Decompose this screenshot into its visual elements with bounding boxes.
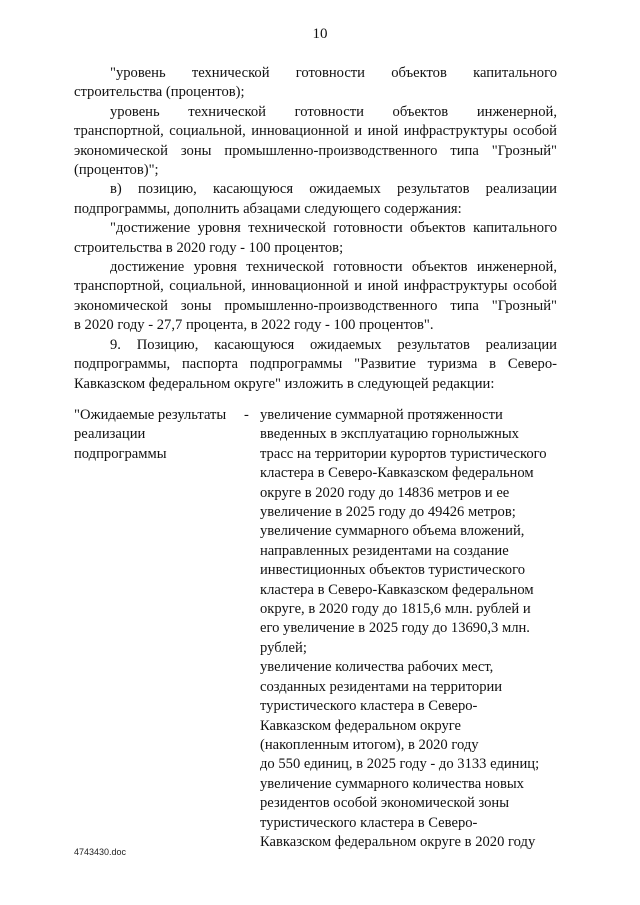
- text-line: 9. Позицию, касающуюся ожидаемых результатов реализации: [110, 336, 557, 353]
- table-dash: -: [244, 407, 249, 423]
- table-value-line: Кавказском федеральном округе: [260, 717, 462, 734]
- text-line: в 2020 году - 27,7 процента, в 2022 году - 100 процентов".: [74, 317, 434, 334]
- table-value-line: кластера в Северо-Кавказском федеральном: [260, 581, 534, 598]
- text-line: экономической зоны промышленно-производственного типа "Грозный": [74, 297, 557, 314]
- table-value-line: созданных резидентами на территории: [260, 678, 503, 695]
- table-value-line: его увеличение в 2025 году до 13690,3 млн.: [260, 620, 530, 637]
- paragraph-6: [74, 336, 557, 394]
- table-value-line: инвестиционных объектов туристического: [260, 562, 525, 579]
- table-value-line: увеличение в 2025 году до 49426 метров;: [260, 504, 516, 521]
- table-label-line: реализации: [74, 426, 146, 443]
- text-line: подпрограммы, паспорта подпрограммы "Развитие туризма в Северо-: [74, 356, 557, 373]
- paragraph-1: [74, 64, 557, 103]
- paragraph-5: [74, 258, 557, 336]
- table-value-line: направленных резидентами на создание: [260, 542, 509, 559]
- table-label-cell: [74, 406, 254, 464]
- text-line: "достижение уровня технической готовности объектов капитального: [110, 220, 557, 237]
- table-value-line: введенных в эксплуатацию горнолыжных: [260, 426, 519, 443]
- text-line: транспортной, социальной, инновационной и иной инфраструктуры особой: [74, 278, 557, 295]
- page-number: 10: [312, 26, 328, 42]
- table-value-line: резидентов особой экономической зоны: [260, 795, 510, 812]
- text-line: Кавказском федеральном округе" изложить в следующей редакции:: [74, 375, 495, 392]
- table-value-line: рублей;: [260, 639, 307, 656]
- table-label-line: подпрограммы: [74, 445, 167, 462]
- text-line: подпрограммы, дополнить абзацами следующего содержания:: [74, 200, 462, 217]
- paragraph-4: [74, 219, 557, 258]
- paragraph-3: [74, 180, 557, 219]
- document-body: [74, 64, 557, 394]
- table-value-line: кластера в Северо-Кавказском федеральном: [260, 465, 534, 482]
- table-value-line: Кавказском федеральном округе в 2020 году: [260, 833, 536, 850]
- text-line: (процентов)";: [74, 162, 159, 179]
- table-value-line: трасс на территории курортов туристического: [260, 445, 547, 462]
- table-value-line: увеличение суммарного объема вложений,: [260, 523, 525, 540]
- table-value-line: увеличение количества рабочих мест,: [260, 659, 494, 676]
- table-value-line: (накопленным итогом), в 2020 году: [260, 736, 479, 753]
- text-line: в) позицию, касающуюся ожидаемых результатов реализации: [110, 181, 557, 198]
- table-value-line: туристического кластера в Северо-: [260, 698, 478, 715]
- table-value-line: увеличение суммарной протяженности: [260, 407, 503, 423]
- text-line: строительства в 2020 году - 100 процентов;: [74, 239, 344, 256]
- text-line: экономической зоны промышленно-производственного типа "Грозный": [74, 142, 557, 159]
- table-value-line: округе в 2020 году до 14836 метров и ее: [260, 484, 510, 501]
- table-value-line: увеличение суммарного количества новых: [260, 775, 524, 792]
- table-value-line: туристического кластера в Северо-: [260, 814, 478, 831]
- paragraph-2: [74, 103, 557, 181]
- text-line: достижение уровня технической готовности объектов инженерной,: [110, 259, 557, 276]
- document-file-code: 4743430.doc: [74, 847, 127, 857]
- table-label-line: "Ожидаемые результаты: [74, 407, 227, 423]
- table-value-line: до 550 единиц, в 2025 году - до 3133 единиц;: [260, 756, 540, 773]
- text-line: транспортной, социальной, инновационной и иной инфраструктуры особой: [74, 123, 557, 140]
- text-line: уровень технической готовности объектов инженерной,: [110, 103, 557, 120]
- text-line: строительства (процентов);: [74, 84, 245, 101]
- text-line: "уровень технической готовности объектов капитального: [110, 65, 557, 81]
- table-value-cell: [260, 406, 560, 852]
- table-value-line: округе, в 2020 году до 1815,6 млн. рублей и: [260, 601, 531, 618]
